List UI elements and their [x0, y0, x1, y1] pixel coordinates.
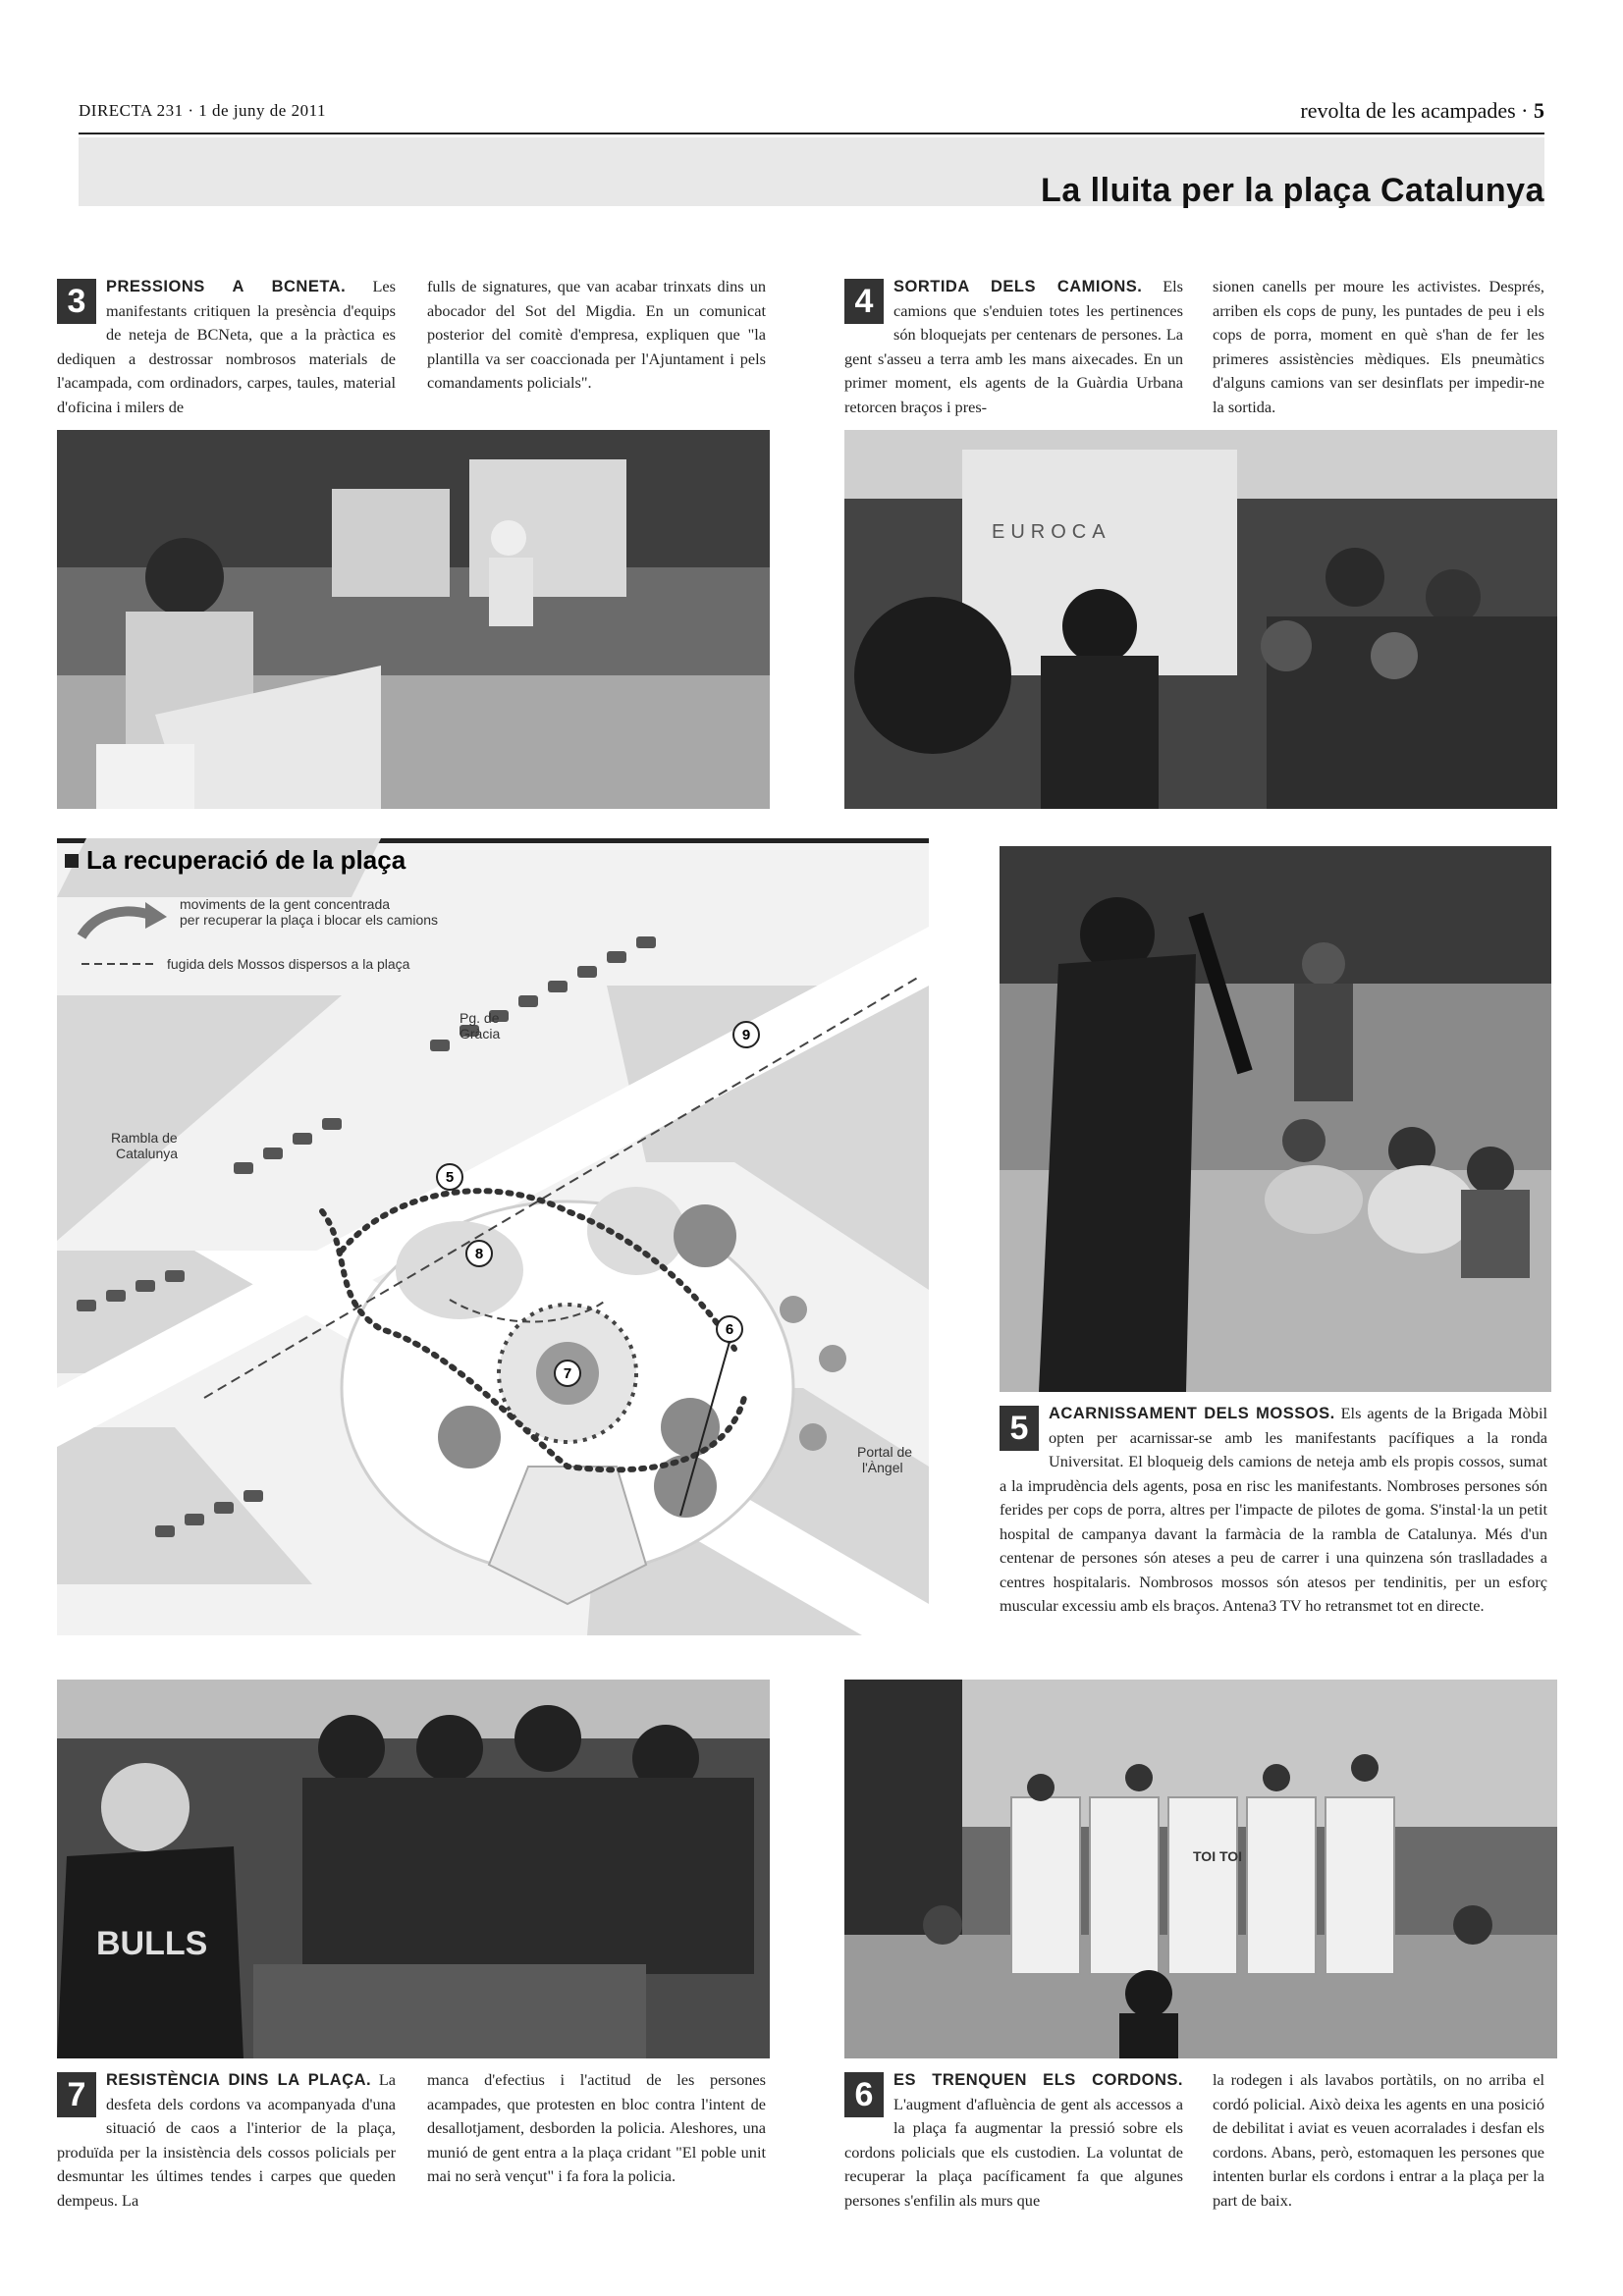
- map-recuperacio-placa: [57, 838, 929, 1635]
- article-lead: ES TRENQUEN ELS CORDONS.: [893, 2071, 1183, 2089]
- article-text: L'augment d'afluència de gent als accessos a la plaça fa augmentar la pressió sobre els cordons policials que els custodien. La voluntat de recuperar la plaça pacíficament fa que algunes persones s'enfilin als murs que: [844, 2094, 1183, 2210]
- article-3-col1: [57, 275, 396, 419]
- article-number: 5: [1000, 1406, 1039, 1451]
- page-number: 5: [1534, 98, 1544, 123]
- photo-portable-toilets: [844, 1680, 1557, 2058]
- article-lead: SORTIDA DELS CAMIONS.: [893, 278, 1143, 295]
- issue-info: DIRECTA 231 · 1 de juny de 2011: [79, 101, 326, 120]
- article-text: Els camions que s'enduien totes les pertinences són bloquejats per centenars de persones. La gent s'asseu a terra amb les mans aixecades. En un primer moment, els agents de la Guàrdia Urbana retorcen braços i pres-: [844, 277, 1183, 416]
- map-marker-6: 6: [725, 1321, 734, 1338]
- truck-brand-text: EUROCA: [992, 521, 1111, 543]
- article-number: 4: [844, 279, 884, 324]
- map-legend-arrow-line2: per recuperar la plaça i blocar els camions: [180, 912, 439, 928]
- article-6-col2: la rodegen i als lavabos portàtils, on no arriba el cordó policial. Això deixa les agents en una posició de debilitat i aviat es veuen acorralades i desfan els cordons. Abans, però, estomaquen les persones que intenten burlar els cordons i entrar a la plaça per la part de baix.: [1213, 2070, 1544, 2210]
- map-graphic: [57, 838, 929, 1635]
- article-number: 3: [57, 279, 96, 324]
- label-portal-1: Portal de: [857, 1444, 913, 1460]
- article-number: 7: [57, 2072, 96, 2117]
- article-3-col2: fulls de signatures, que van acabar trinxats dins un abocador del Sot del Migdia. En un comunicat posterior del comitè d'empresa, expliquen que "la plantilla va ser coaccionada per l'Ajuntament i pels comandaments policials".: [427, 277, 766, 392]
- map-legend-arrow-line1: moviments de la gent concentrada: [180, 896, 391, 912]
- label-rambla-2: Catalunya: [116, 1146, 179, 1161]
- map-legend-dash: fugida dels Mossos dispersos a la plaça: [167, 956, 410, 972]
- article-7-col1: [57, 2068, 396, 2213]
- toilet-brand-text: TOI TOI: [1193, 1848, 1243, 1864]
- map-marker-8: 8: [474, 1246, 484, 1262]
- article-4-col2: sionen canells per moure les activistes. Després, arriben els cops de puny, les puntades de peu i els cops de porra, moment en què s'han de fer les primeres assistències mèdiques. Els pneumàtics d'alguns camions van ser desinflats per impedir-ne la sortida.: [1213, 277, 1544, 416]
- map-marker-5: 5: [445, 1169, 455, 1186]
- section-name: revolta de les acampades: [1300, 98, 1516, 123]
- page-title: La lluita per la plaça Catalunya: [1041, 172, 1544, 209]
- article-7-col2: manca d'efectius i l'actitud de les persones acampades, que protesten en bloc contra l'intent de desallotjament, desborden la policia. Aleshores, una munió de gent entra a la plaça cridant "El poble unit mai no serà vençut" i fa fora la policia.: [427, 2070, 766, 2185]
- article-lead: PRESSIONS A BCNETA.: [106, 278, 347, 295]
- article-5: [1000, 1402, 1547, 1619]
- map-marker-7: 7: [563, 1365, 572, 1382]
- photo-police-baton: [1000, 846, 1551, 1392]
- photo-police-trucks: [844, 430, 1557, 809]
- article-text: Les manifestants critiquen la presència d'equips de neteja de BCNeta, que a la pràctica es dediquen a destrossar nombrosos materials de l'acampada, com ordinadors, carpes, taules, material d'oficina i milers de: [57, 277, 396, 416]
- article-text: Els agents de la Brigada Mòbil opten per acarnissar-se amb les manifestants pacífiques a la ronda Universitat. El bloqueig dels camions de neteja amb els propis cossos, sumat a la imprudència dels agents, posa en risc les manifestants. Nombroses persones són ferides per cops de porra, altres per l'impacte de pilotes de goma. S'instal·la un petit hospital de campanya davant la farmàcia de la rambla de Catalunya. Més d'un centenar de persones són ateses a peu de carrer i una quinzena són traslladades a centres hospitalaris. Nombrosos mossos són atesos per tendinitis, per un esforç muscular excessiu amb els braços. Antena3 TV ho retransmet tot en directe.: [1000, 1404, 1547, 1615]
- label-portal-2: l'Àngel: [862, 1460, 903, 1475]
- jersey-text: BULLS: [96, 1925, 208, 1962]
- header-rule: [79, 133, 1544, 134]
- article-6-col1: [844, 2068, 1183, 2213]
- map-marker-9: 9: [741, 1027, 751, 1043]
- article-lead: RESISTÈNCIA DINS LA PLAÇA.: [106, 2071, 372, 2089]
- article-lead: ACARNISSAMENT DELS MOSSOS.: [1049, 1405, 1335, 1422]
- photo-cleanup-workers: [57, 430, 770, 809]
- section-header: revolta de les acampades · 5: [1300, 98, 1544, 123]
- article-number: 6: [844, 2072, 884, 2117]
- label-pg-gracia-1: Pg. de: [460, 1010, 500, 1026]
- photo-resistance-crowd: [57, 1680, 770, 2058]
- label-pg-gracia-2: Gràcia: [460, 1026, 501, 1041]
- map-title: La recuperació de la plaça: [86, 845, 406, 875]
- article-4-col1: [844, 275, 1183, 419]
- label-rambla-1: Rambla de: [111, 1130, 178, 1146]
- article-text: La desfeta dels cordons va acompanyada d'una situació de caos a l'interior de la plaça, produïda per la insistència dels cossos policials per desmuntar les últimes tendes i carpes que queden dempeus. La: [57, 2070, 396, 2210]
